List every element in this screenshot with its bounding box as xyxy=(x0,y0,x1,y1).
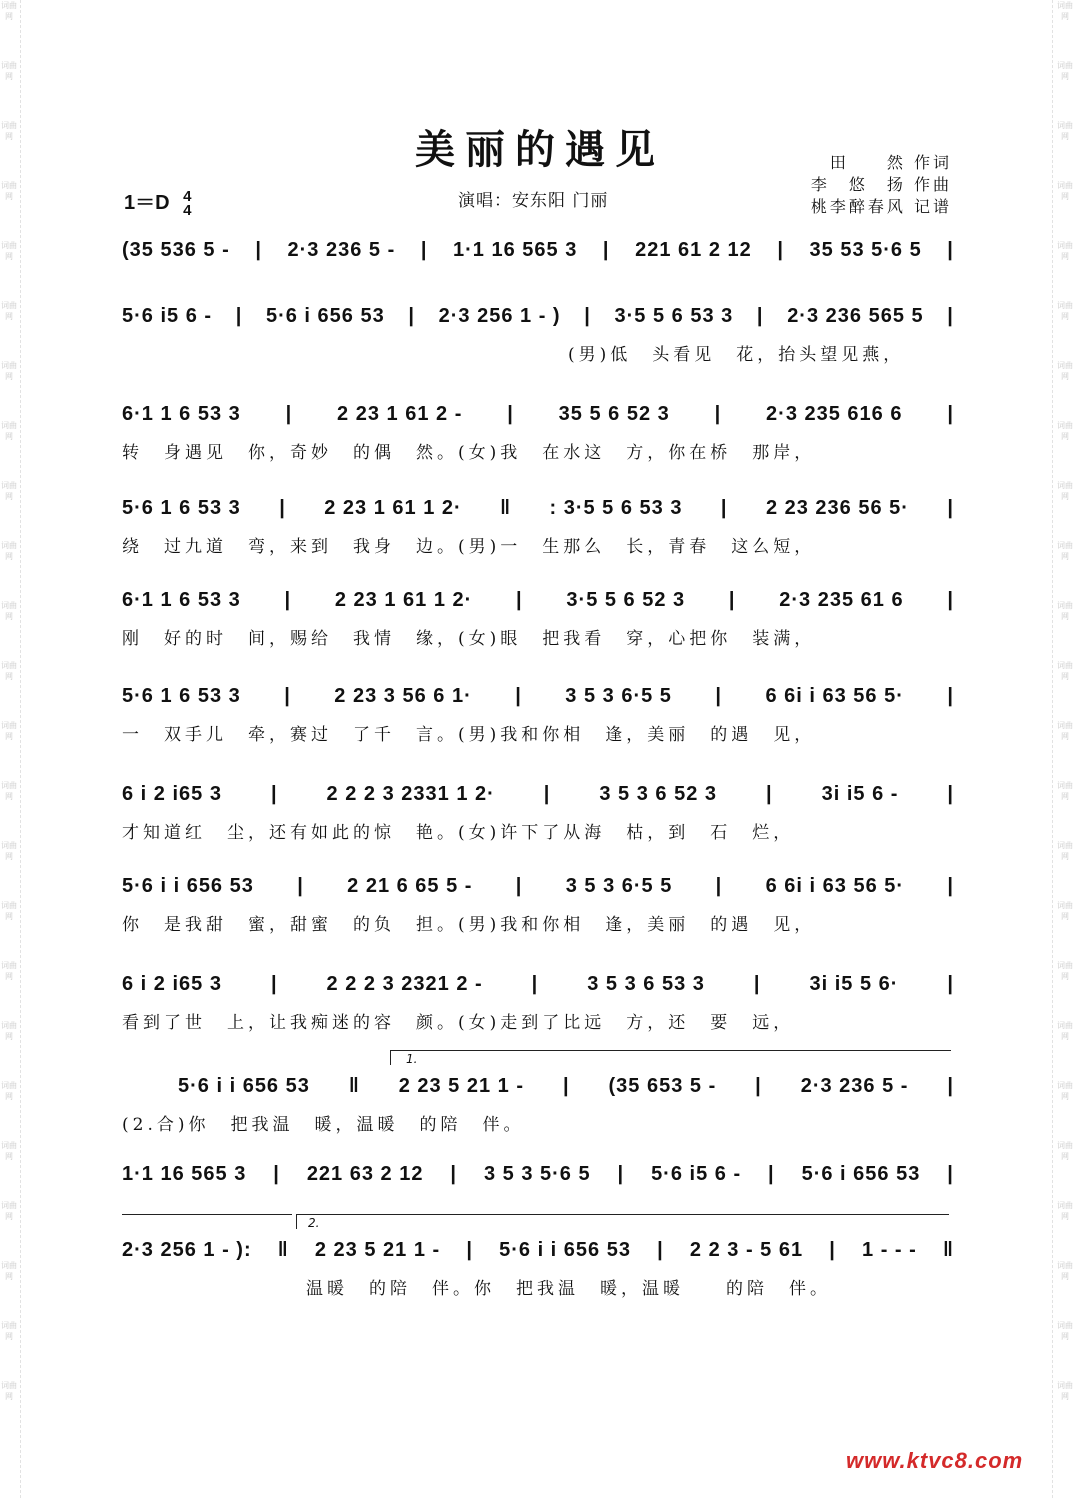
watermark-text: 词曲网 xyxy=(1057,361,1073,381)
lyric-line: 温暖 的陪 伴。你 把我温 暖，温暖 的陪 伴。 xyxy=(306,1279,831,1299)
watermark-text: 词曲网 xyxy=(1,721,17,741)
watermark-text: 词曲网 xyxy=(1,1261,17,1281)
watermark-text: 词曲网 xyxy=(1057,901,1073,921)
measure: 3 5 3 6 53 3 xyxy=(587,973,705,995)
measure: 5·6 i i 656 53 xyxy=(499,1239,631,1261)
time-bottom: 4 xyxy=(183,201,192,219)
notation-line: 5·6 i i 656 53 ‖ 2 23 5 21 1 - | (35 653 5 - | 2·3 236 5 - | xyxy=(122,1066,954,1106)
watermark-text: 词曲网 xyxy=(1057,1261,1073,1281)
watermark-column-right xyxy=(1056,0,1074,1498)
watermark-text: 词曲网 xyxy=(1057,1081,1073,1101)
margin-guide xyxy=(1052,0,1053,1498)
measure: 5·6 1 6 53 3 xyxy=(122,685,241,707)
repeat-bracket xyxy=(122,1214,292,1229)
measure: 2 2 2 3 2321 2 - xyxy=(326,973,483,995)
measure: 5·6 i 656 53 xyxy=(801,1163,921,1185)
watermark-text: 词曲网 xyxy=(1,1,17,21)
notation-line: 5·6 1 6 53 3 | 2 23 1 61 1 2· ‖ : 3·5 5 6 53 3 | 2 23 236 56 5· | xyxy=(122,488,954,528)
measure: 2·3 235 61 6 xyxy=(779,589,904,611)
measure: 3 5 3 6·5 5 xyxy=(565,875,673,897)
watermark-text: 词曲网 xyxy=(1,601,17,621)
measure: 3i i5 6 - xyxy=(821,783,899,805)
lyricist-credit: 田 然 作词 xyxy=(829,153,952,172)
measure: 3 5 3 6 52 3 xyxy=(599,783,718,805)
lyric-line: 转 身遇见 你，奇妙 的偶 然。(女)我 在水这 方，你在桥 那岸， xyxy=(122,443,816,463)
measure: 2·3 256 1 - ): xyxy=(122,1239,252,1261)
watermark-text: 词曲网 xyxy=(1057,841,1073,861)
watermark-text: 词曲网 xyxy=(1057,661,1073,681)
time-top: 4 xyxy=(183,187,192,205)
watermark-text: 词曲网 xyxy=(1057,721,1073,741)
measure: 2·3 235 616 6 xyxy=(766,403,903,425)
score-row-12 xyxy=(122,1230,954,1304)
lyric-line: 才知道红 尘，还有如此的惊 艳。(女)许下了从海 枯，到 石 烂， xyxy=(122,823,795,843)
measure: 2 2 3 - 5 61 xyxy=(689,1239,804,1261)
score-row-2 xyxy=(122,296,954,370)
watermark-text: 词曲网 xyxy=(1057,1381,1073,1401)
measure: 3 5 3 6·5 5 xyxy=(565,685,672,707)
watermark-text: 词曲网 xyxy=(1057,1141,1073,1161)
watermark-text: 词曲网 xyxy=(1,961,17,981)
measure: 35 5 6 52 3 xyxy=(558,403,670,425)
margin-guide xyxy=(20,0,21,1498)
watermark-text: 词曲网 xyxy=(1,181,17,201)
watermark-text: 词曲网 xyxy=(1057,961,1073,981)
watermark-text: 词曲网 xyxy=(1,481,17,501)
lyric-line: 一 双手儿 牵，赛过 了千 言。(男)我和你相 逢，美丽 的遇 见， xyxy=(122,725,816,745)
watermark-text: 词曲网 xyxy=(1,1141,17,1161)
score-row-3 xyxy=(122,394,954,468)
measure: 3·5 5 6 52 3 xyxy=(566,589,686,611)
watermark-column-left xyxy=(0,0,18,1498)
measure: 221 63 2 12 xyxy=(306,1163,424,1185)
measure: 5·6 1 6 53 3 xyxy=(122,497,241,519)
measure: 2 23 1 61 1 2· xyxy=(324,497,462,519)
watermark-text: 词曲网 xyxy=(1,661,17,681)
watermark-text: 词曲网 xyxy=(1057,1021,1073,1041)
measure: 221 61 2 12 xyxy=(635,239,752,261)
first-ending-number: 1. xyxy=(406,1052,418,1066)
watermark-text: 词曲网 xyxy=(1,901,17,921)
notation-line: 1·1 16 565 3 | 221 63 2 12 | 3 5 3 5·6 5 | 5·6 i5 6 - | 5·6 i 656 53 | xyxy=(122,1154,954,1194)
score-row-8 xyxy=(122,866,954,940)
transcriber-credit: 桃李醉春风 记谱 xyxy=(810,197,952,216)
watermark-text: 词曲网 xyxy=(1,1081,17,1101)
notation-line: 6 i 2 i65 3 | 2 2 2 3 2331 1 2· | 3 5 3 6 52 3 | 3i i5 6 - | xyxy=(122,774,954,814)
watermark-text: 词曲网 xyxy=(1,841,17,861)
score-row-6 xyxy=(122,676,954,750)
notation-line: (35 536 5 - | 2·3 236 5 - | 1·1 16 565 3 | 221 61 2 12 | 35 53 5·6 5 | xyxy=(122,230,954,270)
measure: 2·3 256 1 - ) xyxy=(438,305,561,327)
measure: 2·3 236 5 - xyxy=(800,1075,909,1097)
first-ending-bracket xyxy=(390,1050,951,1065)
watermark-text: 词曲网 xyxy=(1,1201,17,1221)
lyric-line: 看到了世 上，让我痴迷的容 颜。(女)走到了比远 方，还 要 远， xyxy=(122,1013,795,1033)
measure: 5·6 i i 656 53 xyxy=(178,1075,310,1097)
watermark-text: 词曲网 xyxy=(1057,181,1073,201)
singer-credit: 演唱：安东阳 门丽 xyxy=(458,191,609,211)
watermark-text: 词曲网 xyxy=(1057,481,1073,501)
watermark-text: 词曲网 xyxy=(1,301,17,321)
measure: 2 2 2 3 2331 1 2· xyxy=(326,783,495,805)
watermark-text: 词曲网 xyxy=(1057,541,1073,561)
watermark-text: 词曲网 xyxy=(1057,301,1073,321)
measure: 1 - - - xyxy=(862,1239,917,1261)
notation-line: 5·6 i i 656 53 | 2 21 6 65 5 - | 3 5 3 6·5 5 | 6 6i i 63 56 5· | xyxy=(122,866,954,906)
measure: 6 i 2 i65 3 xyxy=(122,973,222,995)
measure: (35 536 5 - xyxy=(122,239,230,261)
measure: 2 23 3 56 6 1· xyxy=(334,685,472,707)
measure: 6 6i i 63 56 5· xyxy=(765,685,904,707)
measure: 2 23 5 21 1 - xyxy=(314,1239,441,1261)
measure: 6·1 1 6 53 3 xyxy=(122,403,241,425)
watermark-text: 词曲网 xyxy=(1,121,17,141)
watermark-text: 词曲网 xyxy=(1,1321,17,1341)
watermark-text: 词曲网 xyxy=(1057,601,1073,621)
measure: 2 23 236 56 5· xyxy=(765,497,909,519)
notation-line: 6·1 1 6 53 3 | 2 23 1 61 1 2· | 3·5 5 6 52 3 | 2·3 235 61 6 | xyxy=(122,580,954,620)
lyric-line: 绕 过九道 弯，来到 我身 边。(男)一 生那么 长，青春 这么短， xyxy=(122,537,816,557)
key-signature xyxy=(124,186,191,218)
measure: 3·5 5 6 53 3 xyxy=(614,305,734,327)
measure: 2 23 1 61 2 - xyxy=(337,403,463,425)
notation-line: 2·3 256 1 - ): ‖ 2 23 5 21 1 - | 5·6 i i 656 53 | 2 2 3 - 5 61 | 1 - - - ‖ xyxy=(122,1230,954,1270)
score-row-4 xyxy=(122,488,954,562)
lyric-line: (男)低 头看见 花，抬头望见燕， xyxy=(568,345,905,365)
key-text: 1＝D xyxy=(124,192,170,214)
measure: 35 53 5·6 5 xyxy=(809,239,922,261)
notation-line: 5·6 1 6 53 3 | 2 23 3 56 6 1· | 3 5 3 6·5 5 | 6 6i i 63 56 5· | xyxy=(122,676,954,716)
site-logo: www.ktvc8.com xyxy=(846,1448,1024,1473)
song-title: 美丽的遇见 xyxy=(415,126,665,173)
measure: 2·3 236 565 5 xyxy=(787,305,924,327)
watermark-text: 词曲网 xyxy=(1057,1321,1073,1341)
watermark-text: 词曲网 xyxy=(1,1381,17,1401)
measure: 2·3 236 5 - xyxy=(287,239,396,261)
watermark-text: 词曲网 xyxy=(1057,781,1073,801)
watermark-text: 词曲网 xyxy=(1057,241,1073,261)
lyric-line: 刚 好的时 间，赐给 我情 缘，(女)眼 把我看 穿，心把你 装满， xyxy=(122,629,816,649)
measure: 6 6i i 63 56 5· xyxy=(765,875,905,897)
score-row-5 xyxy=(122,580,954,654)
notation-line: 5·6 i5 6 - | 5·6 i 656 53 | 2·3 256 1 - ) | 3·5 5 6 53 3 | 2·3 236 565 5 | xyxy=(122,296,954,336)
measure: 5·6 i5 6 - xyxy=(122,305,213,327)
measure: 6·1 1 6 53 3 xyxy=(122,589,241,611)
watermark-text: 词曲网 xyxy=(1,781,17,801)
watermark-text: 词曲网 xyxy=(1,421,17,441)
measure: 2 23 1 61 1 2· xyxy=(334,589,473,611)
notation-line: 6 i 2 i65 3 | 2 2 2 3 2321 2 - | 3 5 3 6 53 3 | 3i i5 5 6· | xyxy=(122,964,954,1004)
measure: 1·1 16 565 3 xyxy=(122,1163,247,1185)
measure: 2 21 6 65 5 - xyxy=(347,875,473,897)
lyric-line: 你 是我甜 蜜，甜蜜 的负 担。(男)我和你相 逢，美丽 的遇 见， xyxy=(122,915,816,935)
lyric-line: (2.合)你 把我温 暖，温暖 的陪 伴。 xyxy=(122,1115,525,1135)
measure: 5·6 i 656 53 xyxy=(265,305,385,327)
watermark-text: 词曲网 xyxy=(1057,1201,1073,1221)
measure: : 3·5 5 6 53 3 xyxy=(549,497,683,519)
score-row-9 xyxy=(122,964,954,1038)
time-signature xyxy=(183,187,192,219)
watermark-text: 词曲网 xyxy=(1057,61,1073,81)
second-ending-bracket xyxy=(296,1214,949,1229)
second-ending-number: 2. xyxy=(308,1216,320,1230)
measure: (35 653 5 - xyxy=(608,1075,717,1097)
notation-line: 6·1 1 6 53 3 | 2 23 1 61 2 - | 35 5 6 52 3 | 2·3 235 616 6 | xyxy=(122,394,954,434)
credits xyxy=(811,152,952,218)
watermark-text: 词曲网 xyxy=(1,361,17,381)
score-row-7 xyxy=(122,774,954,848)
watermark-text: 词曲网 xyxy=(1,241,17,261)
measure: 3 5 3 5·6 5 xyxy=(483,1163,591,1185)
measure: 5·6 i5 6 - xyxy=(651,1163,742,1185)
watermark-text: 词曲网 xyxy=(1057,1,1073,21)
measure: 2 23 5 21 1 - xyxy=(398,1075,525,1097)
measure: 5·6 i i 656 53 xyxy=(122,875,254,897)
measure: 1·1 16 565 3 xyxy=(453,239,578,261)
measure: 6 i 2 i65 3 xyxy=(122,783,222,805)
measure: 3i i5 5 6· xyxy=(809,973,899,995)
score-row-10 xyxy=(122,1066,954,1140)
score-row-1 xyxy=(122,230,954,304)
composer-credit: 李 悠 扬 作曲 xyxy=(810,175,952,194)
watermark-text: 词曲网 xyxy=(1057,421,1073,441)
watermark-text: 词曲网 xyxy=(1,541,17,561)
watermark-text: 词曲网 xyxy=(1,1021,17,1041)
watermark-text: 词曲网 xyxy=(1057,121,1073,141)
watermark-text: 词曲网 xyxy=(1,61,17,81)
